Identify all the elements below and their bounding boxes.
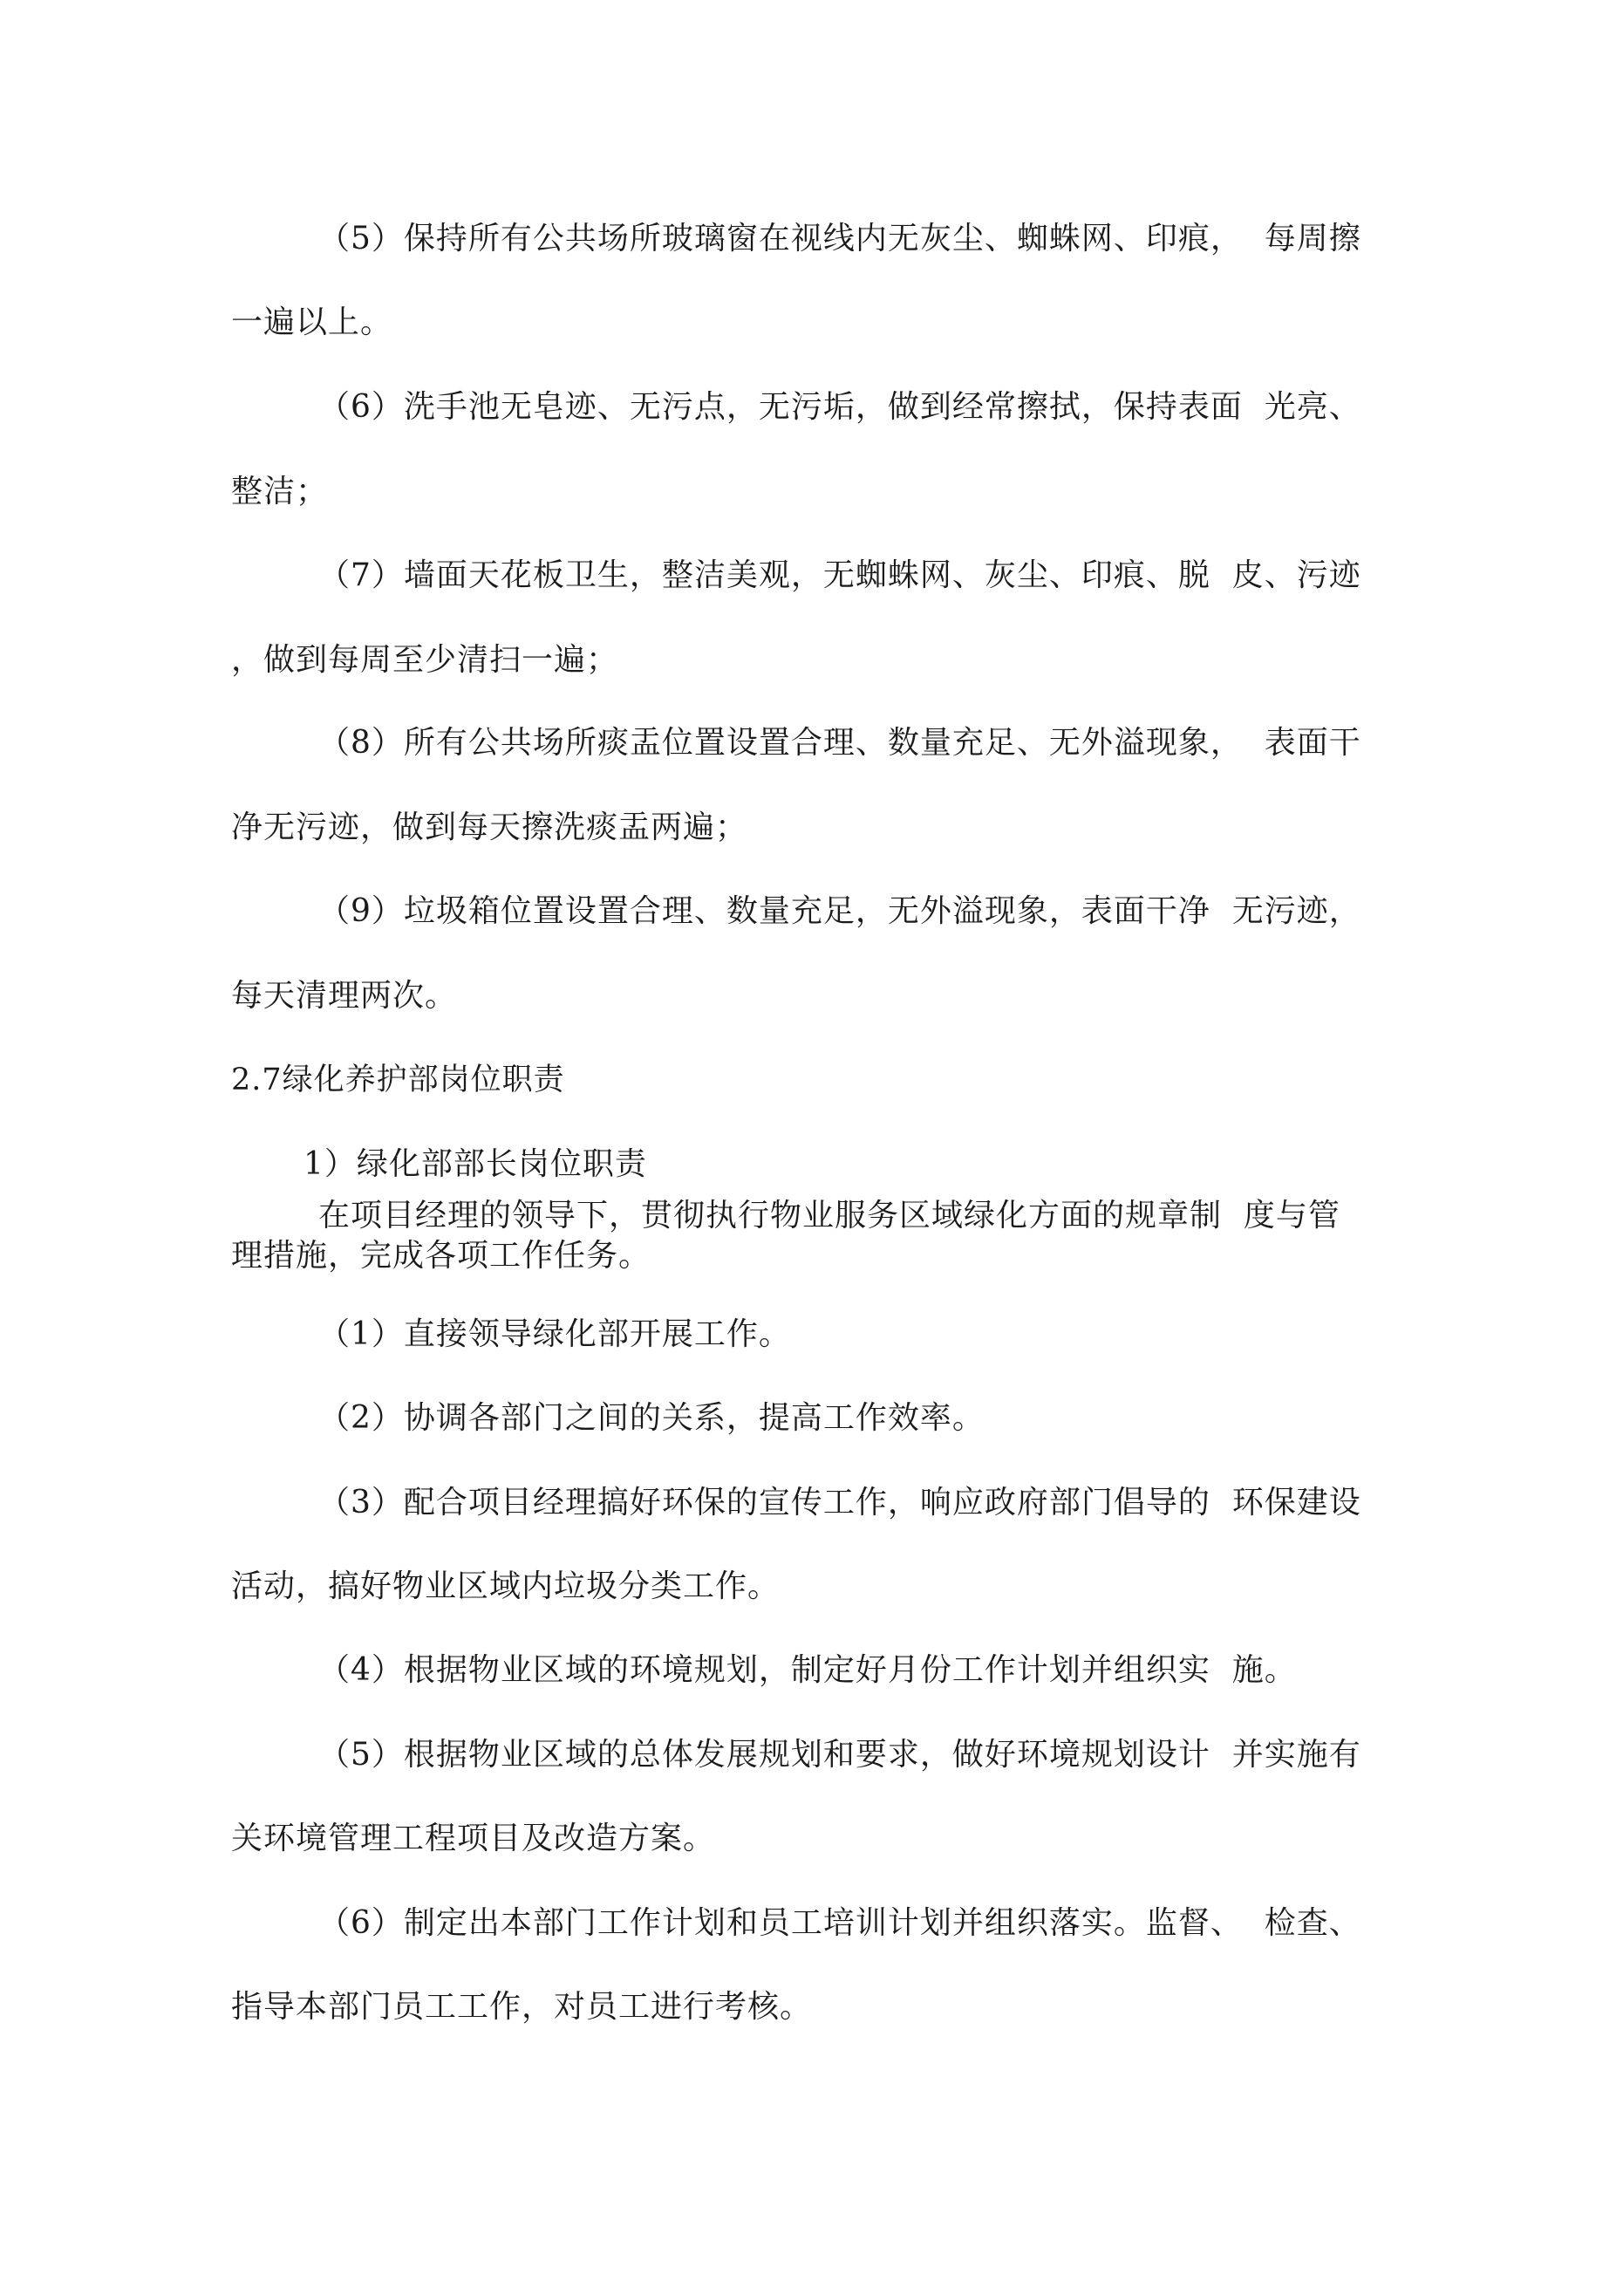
duty-line: 关环境管理工程项目及改造方案。 (231, 1821, 716, 1856)
paragraph-line: （5）保持所有公共场所玻璃窗在视线内无灰尘、蜘蛛网、印痕， 每周擦 (318, 221, 1361, 256)
paragraph-line: （9）垃圾箱位置设置合理、数量充足，无外溢现象，表面干净 无污迹， (318, 893, 1361, 929)
duty-line: （3）配合项目经理搞好环保的宣传工作，响应政府部门倡导的 环保建设 (318, 1485, 1361, 1520)
paragraph-line: （8）所有公共场所痰盂位置设置合理、数量充足、无外溢现象， 表面干 (318, 725, 1361, 761)
duty-line: （4）根据物业区域的环境规划，制定好月份工作计划并组织实 施。 (318, 1652, 1297, 1688)
duty-line: （6）制定出本部门工作计划和员工培训计划并组织落实。监督、 检查、 (318, 1905, 1361, 1941)
duty-line: （2）协调各部门之间的关系，提高工作效率。 (318, 1400, 985, 1436)
intro-line: 在项目经理的领导下，贯彻执行物业服务区域绿化方面的规章制 度与管 (318, 1198, 1340, 1233)
sub-heading: 1）绿化部部长岗位职责 (303, 1146, 647, 1182)
intro-line: 理措施，完成各项工作任务。 (231, 1238, 651, 1274)
paragraph-line: 每天清理两次。 (231, 978, 458, 1014)
paragraph-line: （6）洗手池无皂迹、无污点，无污垢，做到经常擦拭，保持表面 光亮、 (318, 389, 1361, 425)
paragraph-line: 整洁； (231, 474, 329, 509)
duty-line: 指导本部门员工工作，对员工进行考核。 (231, 1989, 813, 2025)
paragraph-line: 净无污迹，做到每天擦洗痰盂两遍； (231, 810, 748, 845)
duty-line: （5）根据物业区域的总体发展规划和要求，做好环境规划设计 并实施有 (318, 1737, 1361, 1773)
paragraph-line: ，做到每周至少清扫一遍； (231, 642, 619, 678)
section-heading: 2.7绿化养护部岗位职责 (231, 1063, 565, 1097)
duty-line: （1）直接领导绿化部开展工作。 (318, 1316, 791, 1352)
paragraph-line: 一遍以上。 (231, 304, 393, 340)
duty-line: 活动，搞好物业区域内垃圾分类工作。 (231, 1568, 781, 1604)
paragraph-line: （7）墙面天花板卫生，整洁美观，无蜘蛛网、灰尘、印痕、脱 皮、污迹 (318, 557, 1361, 593)
